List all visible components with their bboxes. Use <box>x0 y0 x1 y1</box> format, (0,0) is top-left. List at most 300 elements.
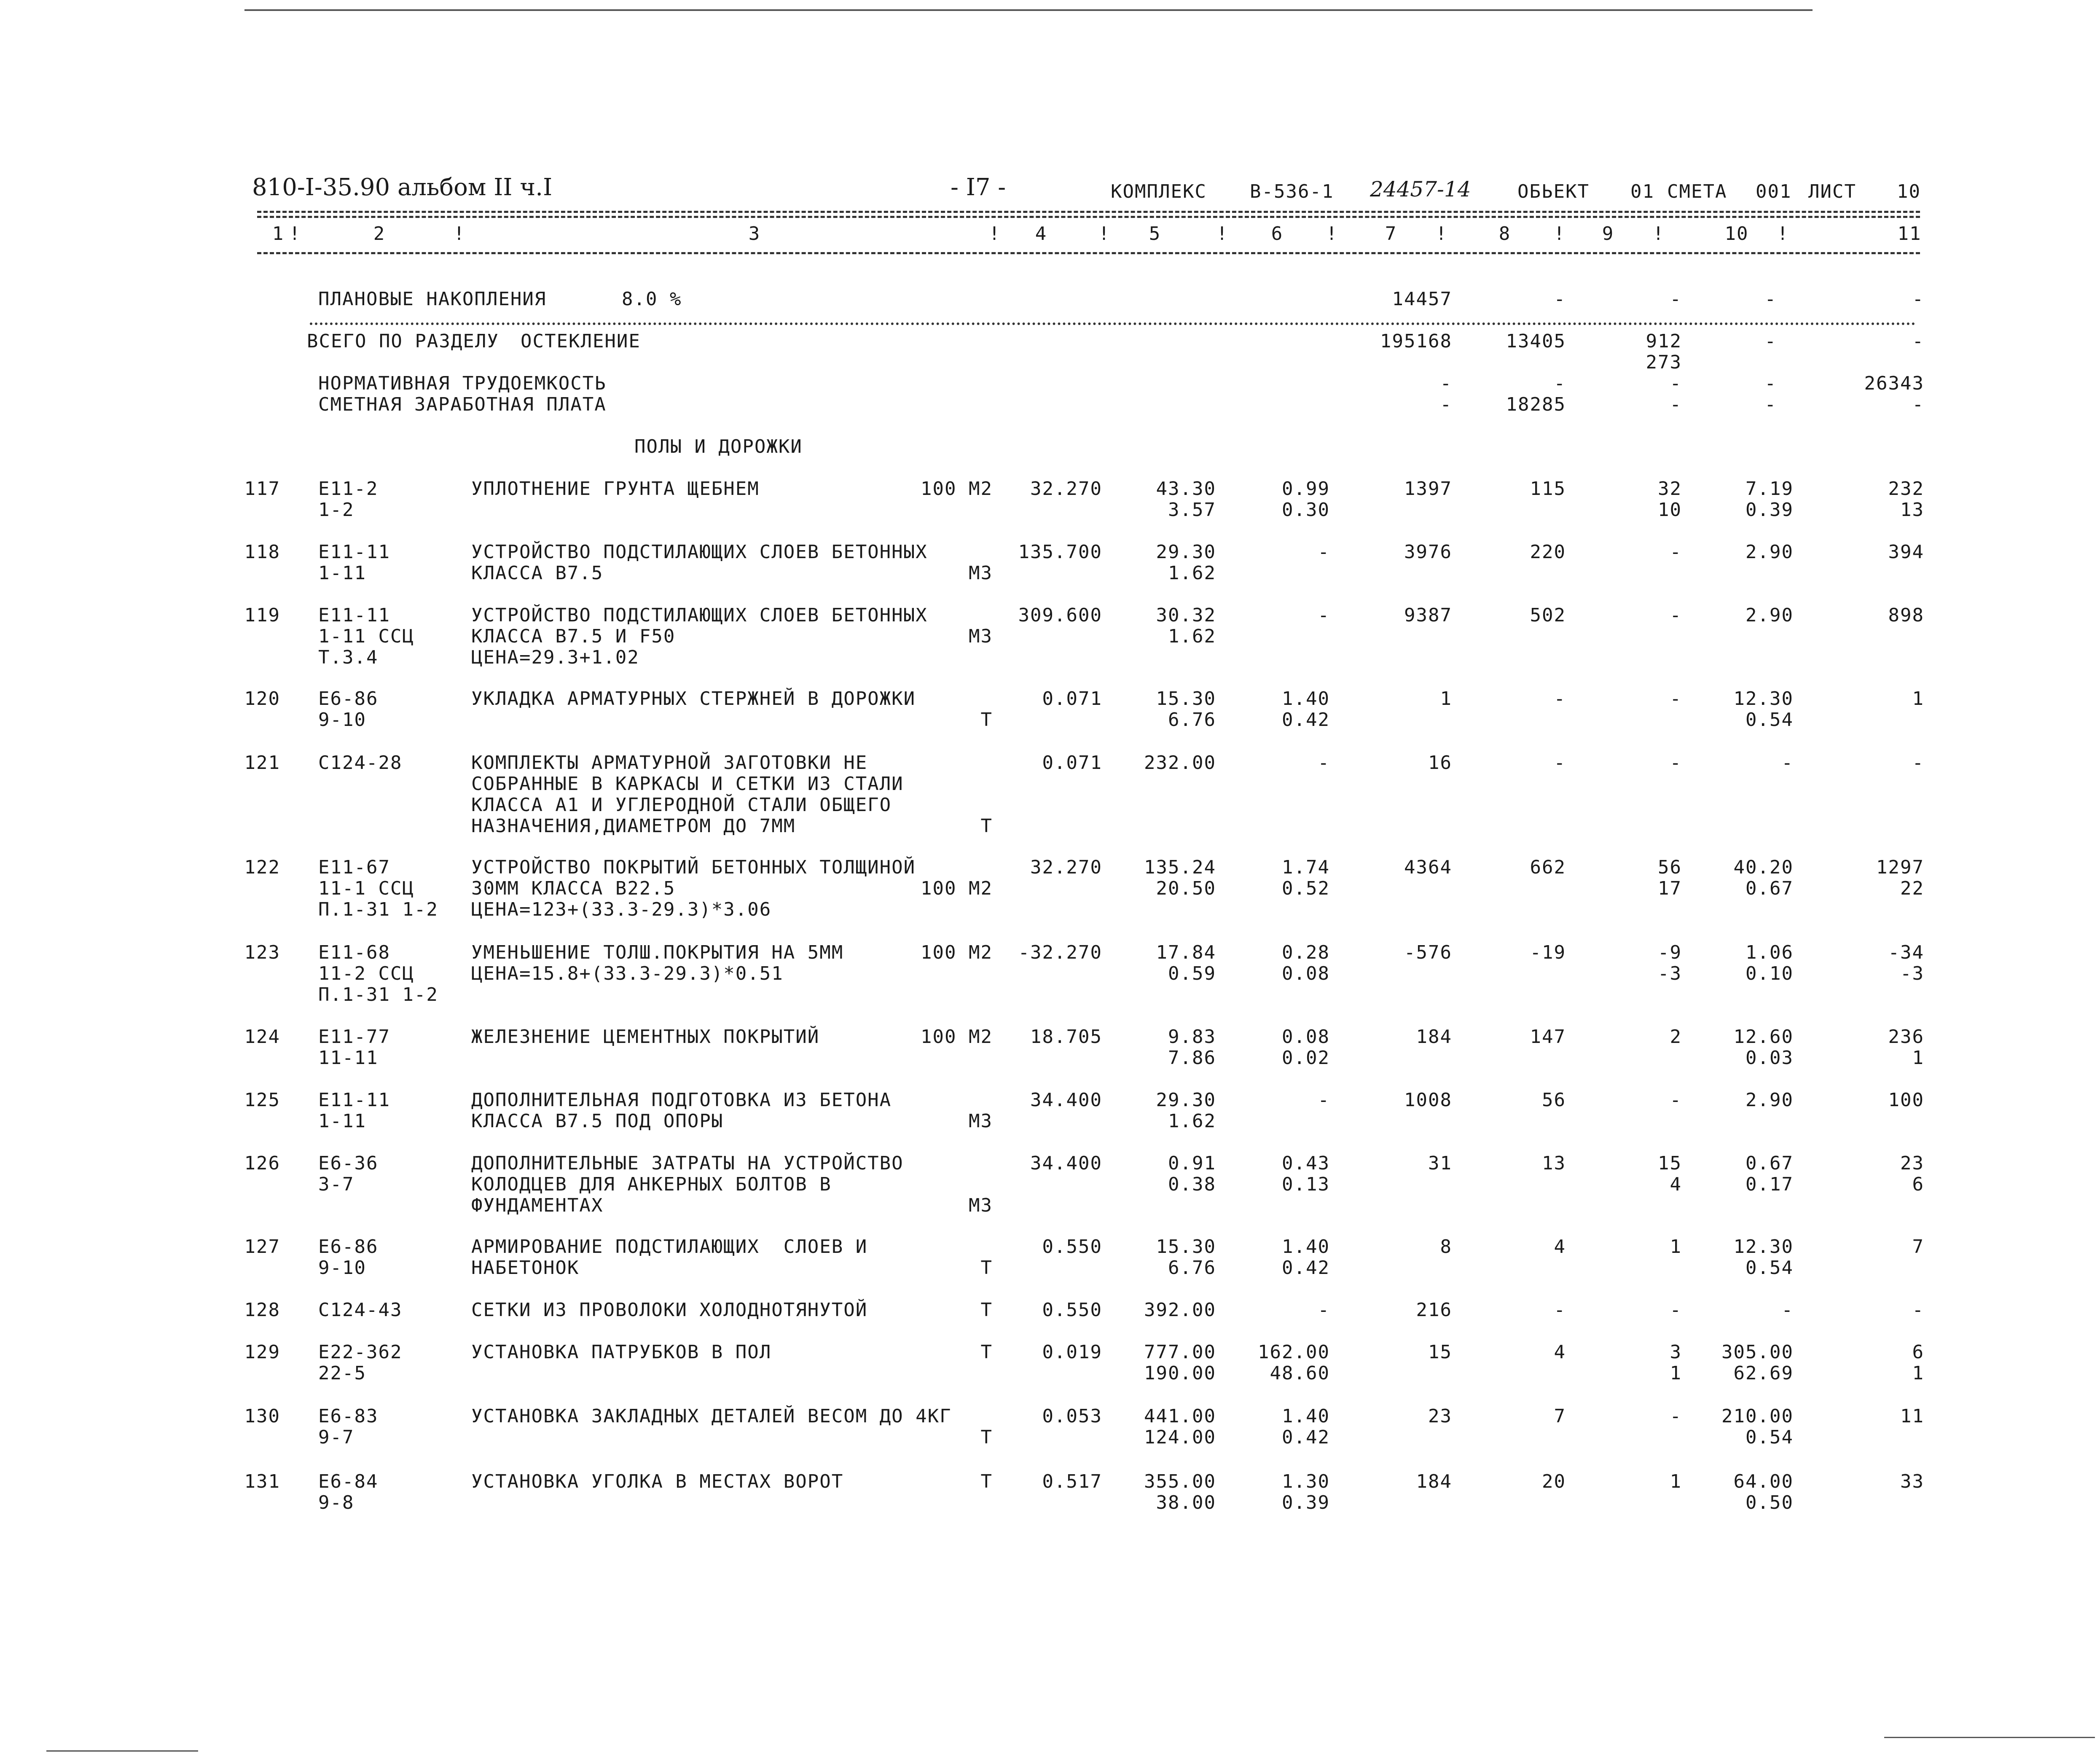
unit: М3 <box>969 626 993 647</box>
norm-code: С124-28 <box>318 752 403 774</box>
machine-total: 10 <box>1658 499 1682 521</box>
planned-savings-col-10: - <box>1764 288 1777 310</box>
norm-code: 1-2 <box>318 499 354 521</box>
wage-total: 147 <box>1530 1026 1566 1048</box>
machine-cost: 0.52 <box>1282 878 1330 899</box>
item-number: 130 <box>244 1405 280 1427</box>
labor-unit: 12.30 <box>1733 688 1794 709</box>
labor-intensity-col-7: - <box>1440 373 1452 394</box>
quantity: 0.071 <box>1042 752 1102 774</box>
norm-code: 11-11 <box>318 1047 379 1069</box>
labor-unit: 0.17 <box>1746 1174 1794 1195</box>
wage-total: 220 <box>1530 541 1566 563</box>
wage-total: - <box>1554 688 1566 709</box>
complex-handwritten-code: 24457-14 <box>1370 177 1471 202</box>
machine-cost: 0.99 <box>1282 478 1330 500</box>
labor-intensity-col-8: - <box>1554 373 1566 394</box>
work-description: АРМИРОВАНИЕ ПОДСТИЛАЮЩИХ СЛОЕВ И <box>471 1236 868 1258</box>
column-number: 8 <box>1498 223 1511 245</box>
planned-savings-col-8: - <box>1554 288 1566 310</box>
item-number: 117 <box>244 478 280 500</box>
unit-cost: 0.91 <box>1168 1153 1216 1174</box>
labor-total: 7 <box>1912 1236 1924 1258</box>
work-description: УМЕНЬШЕНИЕ ТОЛШ.ПОКРЫТИЯ НА 5ММ <box>471 942 844 963</box>
section-total-col-8: 13405 <box>1506 331 1566 352</box>
labor-total: 1 <box>1912 1362 1924 1384</box>
machine-cost: - <box>1318 605 1330 626</box>
total-cost: 8 <box>1440 1236 1452 1258</box>
machine-cost: 162.00 <box>1258 1341 1330 1363</box>
item-number: 129 <box>244 1341 280 1363</box>
estimate-row <box>0 688 2100 731</box>
page-number: - I7 - <box>951 174 1006 201</box>
total-cost: -576 <box>1404 942 1452 963</box>
unit-cost: 30.32 <box>1156 605 1216 626</box>
norm-code: 1-11 ССЦ <box>318 626 414 647</box>
machine-total: 3 <box>1670 1341 1682 1363</box>
total-cost: 15 <box>1428 1341 1452 1363</box>
work-description: УКЛАДКА АРМАТУРНЫХ СТЕРЖНЕЙ В ДОРОЖКИ <box>471 688 916 709</box>
estimate-row <box>0 1471 2100 1513</box>
labor-unit: 2.90 <box>1746 1089 1794 1111</box>
scan-edge-bottom <box>1884 1737 2095 1738</box>
machine-total: - <box>1670 1089 1682 1111</box>
machine-total: 32 <box>1658 478 1682 500</box>
norm-code: 9-10 <box>318 709 366 731</box>
section-total-label: ВСЕГО ПО РАЗДЕЛУ <box>307 331 499 352</box>
norm-code: Е11-77 <box>318 1026 390 1048</box>
labor-total: 33 <box>1900 1471 1924 1492</box>
unit: Т <box>980 709 993 731</box>
norm-code: Е11-11 <box>318 541 390 563</box>
wage-total: 4 <box>1554 1341 1566 1363</box>
labor-total: 13 <box>1900 499 1924 521</box>
wage-col-10: - <box>1764 394 1777 415</box>
norm-code: С124-43 <box>318 1299 403 1321</box>
item-number: 126 <box>244 1153 280 1174</box>
section-total-col-11: - <box>1912 331 1924 352</box>
total-cost: 184 <box>1416 1471 1452 1492</box>
total-cost: 4364 <box>1404 857 1452 878</box>
unit-cost: 392.00 <box>1144 1299 1216 1321</box>
estimate-row <box>0 1089 2100 1132</box>
work-description: КЛАССА В7.5 И F50 <box>471 626 676 647</box>
unit-cost: 15.30 <box>1156 688 1216 709</box>
work-description: ЦЕНА=15.8+(33.3-29.3)*0.51 <box>471 963 784 984</box>
work-description: СЕТКИ ИЗ ПРОВОЛОКИ ХОЛОДНОТЯНУТОЙ <box>471 1299 868 1321</box>
norm-code: 22-5 <box>318 1362 366 1384</box>
labor-total: -3 <box>1900 963 1924 984</box>
item-number: 131 <box>244 1471 280 1492</box>
labor-total: - <box>1912 752 1924 774</box>
sheet-label: ЛИСТ <box>1808 181 1856 202</box>
column-number: 9 <box>1602 223 1614 245</box>
labor-unit: 12.60 <box>1733 1026 1794 1048</box>
estimate-row <box>0 1341 2100 1384</box>
quantity: 135.700 <box>1018 541 1102 563</box>
labor-unit: 62.69 <box>1733 1362 1794 1384</box>
norm-code: Е11-11 <box>318 1089 390 1111</box>
unit-cost: 190.00 <box>1144 1362 1216 1384</box>
section-title: ПОЛЫ И ДОРОЖКИ <box>634 436 803 457</box>
labor-intensity-col-9: - <box>1670 373 1682 394</box>
wage-col-7: - <box>1440 394 1452 415</box>
labor-unit: 2.90 <box>1746 605 1794 626</box>
unit: М3 <box>969 562 993 584</box>
labor-unit: 305.00 <box>1721 1341 1794 1363</box>
section-total-extra: 273 <box>1646 352 1682 373</box>
machine-total: 1 <box>1670 1236 1682 1258</box>
labor-unit: 7.19 <box>1746 478 1794 500</box>
unit: М3 <box>969 1110 993 1132</box>
estimate-row <box>0 752 2100 837</box>
machine-cost: - <box>1318 752 1330 774</box>
work-description: ЦЕНА=123+(33.3-29.3)*3.06 <box>471 899 772 920</box>
unit: М3 <box>969 1195 993 1216</box>
estimate-row <box>0 1236 2100 1279</box>
work-description: УСТРОЙСТВО ПОКРЫТИЙ БЕТОННЫХ ТОЛЩИНОЙ <box>471 857 916 878</box>
norm-code: 11-2 ССЦ <box>318 963 414 984</box>
column-number: ! <box>453 223 466 245</box>
machine-total: 17 <box>1658 878 1682 899</box>
unit-cost: 6.76 <box>1168 709 1216 731</box>
machine-cost: 0.43 <box>1282 1153 1330 1174</box>
unit-cost: 0.59 <box>1168 963 1216 984</box>
norm-code: П.1-31 1-2 <box>318 899 438 920</box>
column-number: ! <box>1435 223 1448 245</box>
labor-total: 1 <box>1912 688 1924 709</box>
work-description: УСТРОЙСТВО ПОДСТИЛАЮЩИХ СЛОЕВ БЕТОННЫХ <box>471 605 928 626</box>
estimate-row <box>0 605 2100 668</box>
planned-savings-col-11: - <box>1912 288 1924 310</box>
wage-col-9: - <box>1670 394 1682 415</box>
work-description: СОБРАННЫЕ В КАРКАСЫ И СЕТКИ ИЗ СТАЛИ <box>471 773 904 795</box>
work-description: НАБЕТОНОК <box>471 1257 580 1279</box>
labor-total: 6 <box>1912 1174 1924 1195</box>
wage-total: 13 <box>1542 1153 1566 1174</box>
norm-code: 1-11 <box>318 562 366 584</box>
labor-total: 100 <box>1888 1089 1924 1111</box>
unit-cost: 1.62 <box>1168 626 1216 647</box>
labor-unit: 64.00 <box>1733 1471 1794 1492</box>
norm-code: Е11-2 <box>318 478 379 500</box>
planned-savings-col-7: 14457 <box>1392 288 1452 310</box>
machine-cost: 0.28 <box>1282 942 1330 963</box>
work-description: 30ММ КЛАССА В22.5 <box>471 878 676 899</box>
labor-intensity-label: НОРМАТИВНАЯ ТРУДОЕМКОСТЬ <box>318 373 607 394</box>
machine-cost: 0.08 <box>1282 1026 1330 1048</box>
wage-total: - <box>1554 1299 1566 1321</box>
labor-total: - <box>1912 1299 1924 1321</box>
unit-cost: 43.30 <box>1156 478 1216 500</box>
column-number: 5 <box>1149 223 1161 245</box>
machine-total: 4 <box>1670 1174 1682 1195</box>
machine-cost: - <box>1318 541 1330 563</box>
item-number: 124 <box>244 1026 280 1048</box>
work-description: КОЛОДЦЕВ ДЛЯ АНКЕРНЫХ БОЛТОВ В <box>471 1174 832 1195</box>
unit: 100 М2 <box>921 1026 993 1048</box>
column-number: ! <box>1553 223 1566 245</box>
machine-total: 2 <box>1670 1026 1682 1048</box>
machine-total: -9 <box>1658 942 1682 963</box>
unit-cost: 0.38 <box>1168 1174 1216 1195</box>
scan-edge-bottom-left <box>46 1750 198 1752</box>
estimate-row <box>0 1299 2100 1321</box>
rule-header-bottom <box>257 252 1920 254</box>
wage-total: 502 <box>1530 605 1566 626</box>
object-number: 01 <box>1630 181 1654 202</box>
work-description: ЦЕНА=29.3+1.02 <box>471 647 639 668</box>
machine-total: - <box>1670 688 1682 709</box>
labor-unit: 0.03 <box>1746 1047 1794 1069</box>
work-description: УПЛОТНЕНИЕ ГРУНТА ЩЕБНЕМ <box>471 478 760 500</box>
unit-cost: 20.50 <box>1156 878 1216 899</box>
norm-code: Е6-86 <box>318 688 379 709</box>
wage-total: 4 <box>1554 1236 1566 1258</box>
machine-cost: 1.40 <box>1282 1236 1330 1258</box>
total-cost: 16 <box>1428 752 1452 774</box>
machine-total: - <box>1670 1299 1682 1321</box>
labor-unit: 0.50 <box>1746 1492 1794 1513</box>
unit-cost: 6.76 <box>1168 1257 1216 1279</box>
item-number: 119 <box>244 605 280 626</box>
quantity: 0.053 <box>1042 1405 1102 1427</box>
wage-total: 20 <box>1542 1471 1566 1492</box>
column-number: 7 <box>1385 223 1397 245</box>
quantity: 0.517 <box>1042 1471 1102 1492</box>
norm-code: Т.3.4 <box>318 647 379 668</box>
labor-total: 11 <box>1900 1405 1924 1427</box>
item-number: 123 <box>244 942 280 963</box>
unit-cost: 3.57 <box>1168 499 1216 521</box>
labor-total: 1297 <box>1876 857 1924 878</box>
unit-cost: 441.00 <box>1144 1405 1216 1427</box>
work-description: КЛАССА В7.5 <box>471 562 604 584</box>
machine-cost: 0.08 <box>1282 963 1330 984</box>
unit-cost: 777.00 <box>1144 1341 1216 1363</box>
labor-unit: 12.30 <box>1733 1236 1794 1258</box>
unit-cost: 232.00 <box>1144 752 1216 774</box>
unit-cost: 135.24 <box>1144 857 1216 878</box>
quantity: 18.705 <box>1030 1026 1102 1048</box>
work-description: НАЗНАЧЕНИЯ,ДИАМЕТРОМ ДО 7ММ <box>471 815 796 837</box>
machine-total: - <box>1670 541 1682 563</box>
quantity: 32.270 <box>1030 478 1102 500</box>
labor-intensity-col-10: - <box>1764 373 1777 394</box>
total-cost: 184 <box>1416 1026 1452 1048</box>
labor-unit: 0.39 <box>1746 499 1794 521</box>
norm-code: Е11-11 <box>318 605 390 626</box>
labor-unit: 0.10 <box>1746 963 1794 984</box>
labor-total: 23 <box>1900 1153 1924 1174</box>
labor-total: 22 <box>1900 878 1924 899</box>
column-number: 6 <box>1271 223 1284 245</box>
machine-total: 15 <box>1658 1153 1682 1174</box>
labor-unit: - <box>1781 752 1794 774</box>
estimate-row <box>0 1153 2100 1216</box>
estimate-row <box>0 1026 2100 1069</box>
estimate-row <box>0 857 2100 920</box>
wage-total: - <box>1554 752 1566 774</box>
unit: Т <box>980 1471 993 1492</box>
norm-code: 1-11 <box>318 1110 366 1132</box>
item-number: 122 <box>244 857 280 878</box>
norm-code: Е22-362 <box>318 1341 403 1363</box>
total-cost: 216 <box>1416 1299 1452 1321</box>
labor-total: 6 <box>1912 1341 1924 1363</box>
machine-cost: - <box>1318 1089 1330 1111</box>
norm-code: Е11-68 <box>318 942 390 963</box>
item-number: 121 <box>244 752 280 774</box>
wage-total: 662 <box>1530 857 1566 878</box>
unit-cost: 1.62 <box>1168 562 1216 584</box>
rule-header-top-2 <box>257 216 1920 218</box>
unit: Т <box>980 815 993 837</box>
norm-code: Е6-83 <box>318 1405 379 1427</box>
section-total-col-9: 912 <box>1646 331 1682 352</box>
complex-code: В-536-1 <box>1250 181 1334 202</box>
wage-total: 115 <box>1530 478 1566 500</box>
unit-cost: 124.00 <box>1144 1427 1216 1448</box>
norm-code: Е6-86 <box>318 1236 379 1258</box>
column-number: 10 <box>1724 223 1749 245</box>
machine-cost: 0.30 <box>1282 499 1330 521</box>
labor-unit: 0.67 <box>1746 878 1794 899</box>
estimate-row <box>0 942 2100 1005</box>
column-number: 2 <box>373 223 386 245</box>
unit: 100 М2 <box>921 878 993 899</box>
unit: Т <box>980 1427 993 1448</box>
work-description: КЛАССА В7.5 ПОД ОПОРЫ <box>471 1110 724 1132</box>
wage-total: -19 <box>1530 942 1566 963</box>
section-total-name: ОСТЕКЛЕНИЕ <box>521 331 641 352</box>
labor-total: 232 <box>1888 478 1924 500</box>
estimate-number: 001 <box>1756 181 1792 202</box>
total-cost: 1397 <box>1404 478 1452 500</box>
unit-cost: 1.62 <box>1168 1110 1216 1132</box>
unit-cost: 38.00 <box>1156 1492 1216 1513</box>
machine-cost: - <box>1318 1299 1330 1321</box>
machine-total: -3 <box>1658 963 1682 984</box>
machine-cost: 0.13 <box>1282 1174 1330 1195</box>
column-number: ! <box>988 223 1001 245</box>
quantity: 32.270 <box>1030 857 1102 878</box>
labor-unit: 0.54 <box>1746 709 1794 731</box>
doc-code: 810-I-35.90 альбом II ч.I <box>252 174 553 201</box>
machine-cost: 1.40 <box>1282 688 1330 709</box>
section-total-col-7: 195168 <box>1380 331 1452 352</box>
item-number: 120 <box>244 688 280 709</box>
labor-unit: - <box>1781 1299 1794 1321</box>
item-number: 125 <box>244 1089 280 1111</box>
unit-cost: 355.00 <box>1144 1471 1216 1492</box>
unit: 100 М2 <box>921 942 993 963</box>
work-description: ЖЕЛЕЗНЕНИЕ ЦЕМЕНТНЫХ ПОКРЫТИЙ <box>471 1026 820 1048</box>
unit-cost: 17.84 <box>1156 942 1216 963</box>
work-description: УСТАНОВКА УГОЛКА В МЕСТАХ ВОРОТ <box>471 1471 844 1492</box>
machine-total: - <box>1670 752 1682 774</box>
column-number: ! <box>1652 223 1665 245</box>
estimate-label: СМЕТА <box>1667 181 1727 202</box>
norm-code: 9-8 <box>318 1492 354 1513</box>
labor-unit: 0.54 <box>1746 1427 1794 1448</box>
work-description: УСТАНОВКА ПАТРУБКОВ В ПОЛ <box>471 1341 772 1363</box>
norm-code: 3-7 <box>318 1174 354 1195</box>
section-total-col-10: - <box>1764 331 1777 352</box>
norm-code: Е11-67 <box>318 857 390 878</box>
labor-total: -34 <box>1888 942 1924 963</box>
column-number: 1 <box>272 223 285 245</box>
labor-unit: 40.20 <box>1733 857 1794 878</box>
labor-unit: 2.90 <box>1746 541 1794 563</box>
machine-cost: 0.42 <box>1282 1257 1330 1279</box>
quantity: 309.600 <box>1018 605 1102 626</box>
column-number: ! <box>1326 223 1338 245</box>
quantity: -32.270 <box>1018 942 1102 963</box>
labor-total: 394 <box>1888 541 1924 563</box>
unit: 100 М2 <box>921 478 993 500</box>
scan-edge-top <box>244 9 1813 11</box>
total-cost: 1008 <box>1404 1089 1452 1111</box>
column-number: ! <box>289 223 301 245</box>
unit-cost: 29.30 <box>1156 1089 1216 1111</box>
column-number: 11 <box>1897 223 1922 245</box>
labor-total: 1 <box>1912 1047 1924 1069</box>
labor-total: 236 <box>1888 1026 1924 1048</box>
wage-label: СМЕТНАЯ ЗАРАБОТНАЯ ПЛАТА <box>318 394 607 415</box>
planned-savings-percent: 8.0 % <box>622 288 682 310</box>
machine-cost: 1.40 <box>1282 1405 1330 1427</box>
rule-dotted <box>310 322 1916 325</box>
work-description: ФУНДАМЕНТАХ <box>471 1195 604 1216</box>
machine-total: - <box>1670 1405 1682 1427</box>
sheet-number: 10 <box>1897 181 1921 202</box>
machine-cost: 0.42 <box>1282 709 1330 731</box>
unit: Т <box>980 1257 993 1279</box>
machine-cost: 48.60 <box>1270 1362 1330 1384</box>
machine-cost: 0.02 <box>1282 1047 1330 1069</box>
labor-intensity-col-11: 26343 <box>1864 373 1924 394</box>
total-cost: 3976 <box>1404 541 1452 563</box>
unit-cost: 15.30 <box>1156 1236 1216 1258</box>
total-cost: 31 <box>1428 1153 1452 1174</box>
unit-cost: 7.86 <box>1168 1047 1216 1069</box>
norm-code: Е6-84 <box>318 1471 379 1492</box>
quantity: 0.019 <box>1042 1341 1102 1363</box>
work-description: УСТРОЙСТВО ПОДСТИЛАЮЩИХ СЛОЕВ БЕТОННЫХ <box>471 541 928 563</box>
machine-total: - <box>1670 605 1682 626</box>
unit: Т <box>980 1299 993 1321</box>
labor-total: 898 <box>1888 605 1924 626</box>
norm-code: 9-10 <box>318 1257 366 1279</box>
labor-unit: 1.06 <box>1746 942 1794 963</box>
total-cost: 1 <box>1440 688 1452 709</box>
norm-code: 11-1 ССЦ <box>318 878 414 899</box>
work-description: УСТАНОВКА ЗАКЛАДНЫХ ДЕТАЛЕЙ ВЕСОМ ДО 4КГ <box>471 1405 952 1427</box>
object-label: ОБЬЕКТ <box>1517 181 1590 202</box>
column-number: ! <box>1216 223 1229 245</box>
complex-label: КОМПЛЕКС <box>1111 181 1207 202</box>
unit: Т <box>980 1341 993 1363</box>
column-number: ! <box>1777 223 1789 245</box>
column-number: ! <box>1098 223 1111 245</box>
unit-cost: 9.83 <box>1168 1026 1216 1048</box>
machine-total: 1 <box>1670 1471 1682 1492</box>
unit-cost: 29.30 <box>1156 541 1216 563</box>
norm-code: П.1-31 1-2 <box>318 984 438 1005</box>
work-description: КОМПЛЕКТЫ АРМАТУРНОЙ ЗАГОТОВКИ НЕ <box>471 752 868 774</box>
estimate-row <box>0 478 2100 521</box>
